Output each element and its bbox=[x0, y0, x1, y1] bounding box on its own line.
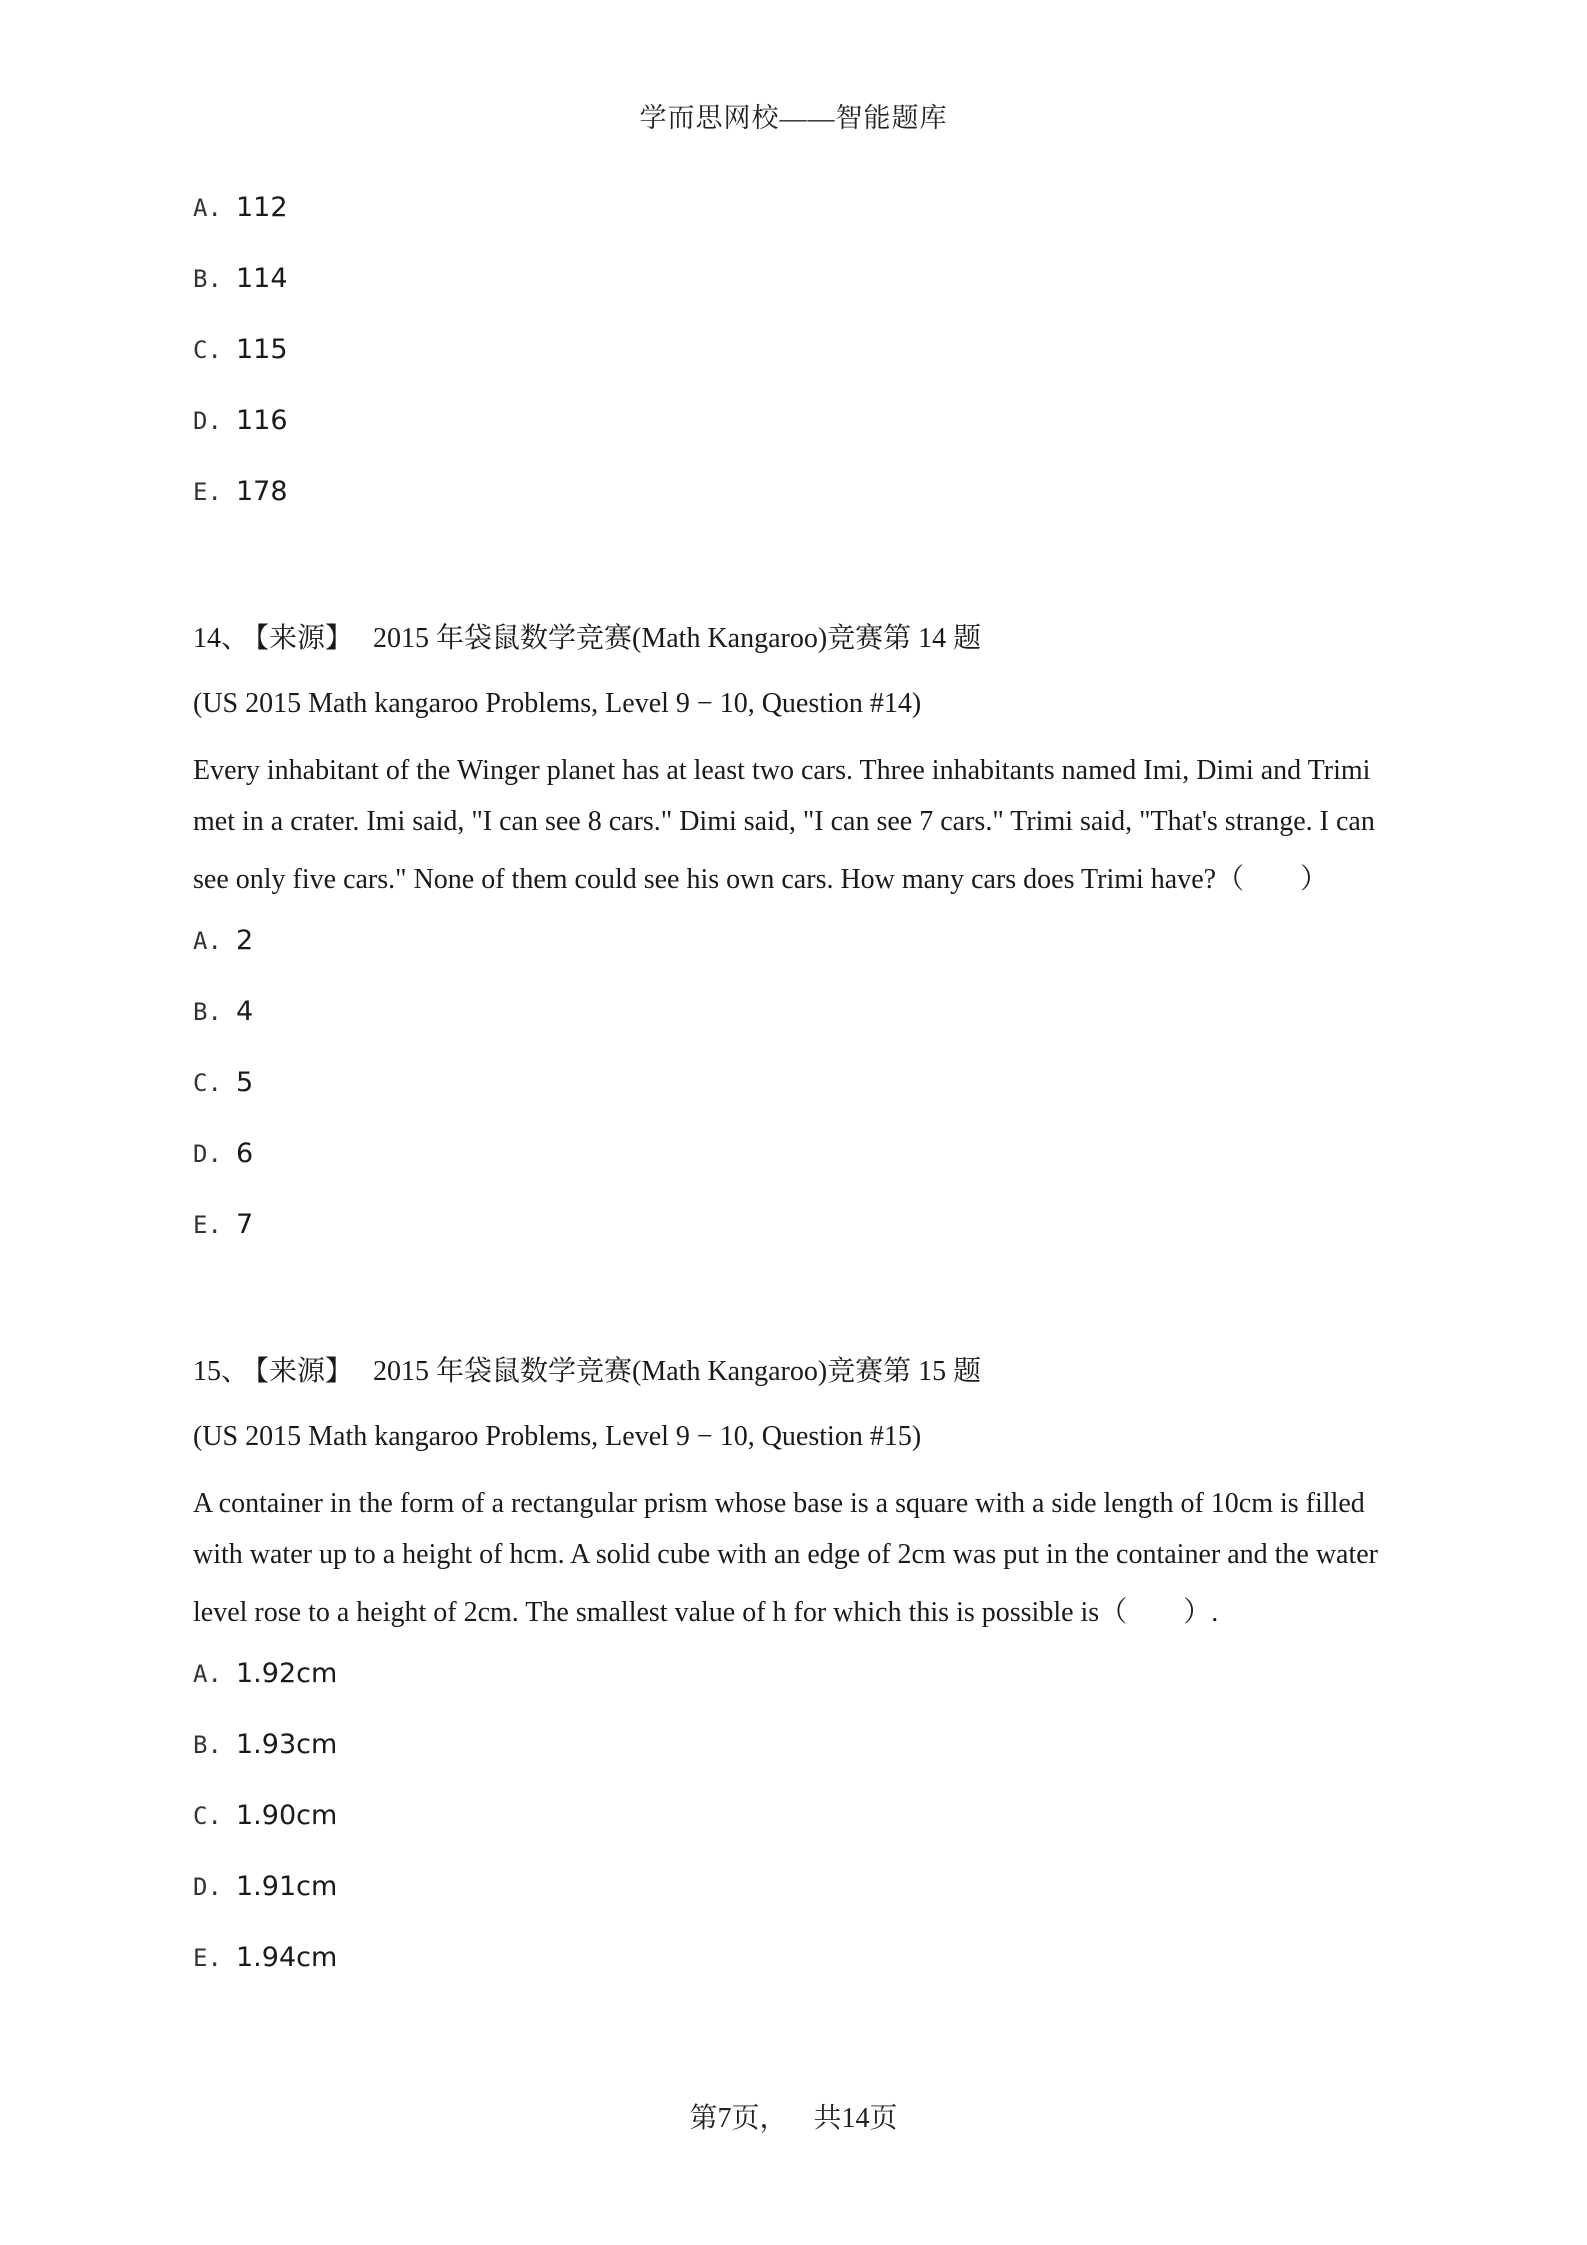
option-letter: E. bbox=[193, 478, 222, 506]
page-footer bbox=[0, 2096, 1587, 2136]
option-value: 7 bbox=[236, 1209, 254, 1240]
option-c[interactable] bbox=[193, 334, 288, 366]
question-source: 2015 年袋鼠数学竞赛(Math Kangaroo)竞赛第 15 题 bbox=[373, 1356, 982, 1387]
q15-option-e[interactable] bbox=[193, 1942, 337, 1974]
question-source: 2015 年袋鼠数学竞赛(Math Kangaroo)竞赛第 14 题 bbox=[373, 623, 982, 654]
option-b[interactable] bbox=[193, 263, 288, 295]
q14-option-d[interactable] bbox=[193, 1138, 253, 1170]
option-value: 112 bbox=[236, 192, 288, 223]
option-value: 1.93cm bbox=[236, 1729, 338, 1760]
question-14-subtitle: (US 2015 Math kangaroo Problems, Level 9 − 10, Question #14) bbox=[193, 688, 922, 719]
option-letter: D. bbox=[193, 1873, 222, 1901]
q15-option-d[interactable] bbox=[193, 1871, 337, 1903]
page-header: 学而思网校——智能题库 bbox=[639, 103, 948, 133]
option-a[interactable] bbox=[193, 192, 288, 224]
option-value: 2 bbox=[236, 925, 254, 956]
question-15-text-line: A container in the form of a rectangular prism whose base is a square with a side length of 10cm is filled bbox=[193, 1488, 1365, 1519]
option-letter: A. bbox=[193, 927, 222, 955]
option-letter: B. bbox=[193, 265, 222, 293]
option-value: 1.92cm bbox=[236, 1658, 338, 1689]
option-letter: C. bbox=[193, 1069, 222, 1097]
option-letter: A. bbox=[193, 1660, 222, 1688]
question-number: 14、 bbox=[193, 623, 250, 654]
q15-option-c[interactable] bbox=[193, 1800, 337, 1832]
question-15-subtitle: (US 2015 Math kangaroo Problems, Level 9 − 10, Question #15) bbox=[193, 1421, 922, 1452]
option-letter: D. bbox=[193, 1140, 222, 1168]
q15-option-b[interactable] bbox=[193, 1729, 337, 1761]
question-15-text-line: with water up to a height of hcm. A solid cube with an edge of 2cm was put in the container and the water bbox=[193, 1539, 1379, 1570]
source-tag: 【来源】 bbox=[255, 623, 354, 654]
option-letter: D. bbox=[193, 407, 222, 435]
option-value: 6 bbox=[236, 1138, 254, 1169]
option-value: 1.91cm bbox=[236, 1871, 338, 1902]
option-e[interactable] bbox=[193, 476, 288, 508]
option-value: 5 bbox=[236, 1067, 254, 1098]
q14-option-a[interactable] bbox=[193, 925, 253, 957]
option-letter: E. bbox=[193, 1211, 222, 1239]
q14-option-c[interactable] bbox=[193, 1067, 253, 1099]
option-value: 114 bbox=[236, 263, 288, 294]
option-letter: E. bbox=[193, 1944, 222, 1972]
option-value: 1.90cm bbox=[236, 1800, 338, 1831]
option-letter: B. bbox=[193, 998, 222, 1026]
q14-option-e[interactable] bbox=[193, 1209, 253, 1241]
question-15-text-line: level rose to a height of 2cm. The smallest value of h for which this is possible is（ ）. bbox=[193, 1597, 1219, 1628]
page-total: 共14页 bbox=[813, 2103, 898, 2134]
question-14-text-line: met in a crater. Imi said, "I can see 8 cars." Dimi said, "I can see 7 cars." Trimi said, "That's strange. I can bbox=[193, 806, 1375, 837]
question-14-header bbox=[193, 616, 981, 656]
q14-option-b[interactable] bbox=[193, 996, 253, 1028]
option-value: 116 bbox=[236, 405, 288, 436]
option-letter: B. bbox=[193, 1731, 222, 1759]
q15-option-a[interactable] bbox=[193, 1658, 337, 1690]
page-number: 第7页， bbox=[689, 2103, 788, 2134]
option-value: 115 bbox=[236, 334, 288, 365]
option-value: 178 bbox=[236, 476, 288, 507]
question-14-text-line: Every inhabitant of the Winger planet has at least two cars. Three inhabitants named Imi, Dimi and Trimi bbox=[193, 755, 1371, 786]
option-value: 1.94cm bbox=[236, 1942, 338, 1973]
option-letter: C. bbox=[193, 1802, 222, 1830]
option-value: 4 bbox=[236, 996, 254, 1027]
question-14-text-line: see only five cars." None of them could see his own cars. How many cars does Trimi have?（ ） bbox=[193, 864, 1329, 895]
option-letter: C. bbox=[193, 336, 222, 364]
source-tag: 【来源】 bbox=[255, 1356, 354, 1387]
question-number: 15、 bbox=[193, 1356, 250, 1387]
option-d[interactable] bbox=[193, 405, 288, 437]
option-letter: A. bbox=[193, 194, 222, 222]
question-15-header bbox=[193, 1349, 981, 1389]
